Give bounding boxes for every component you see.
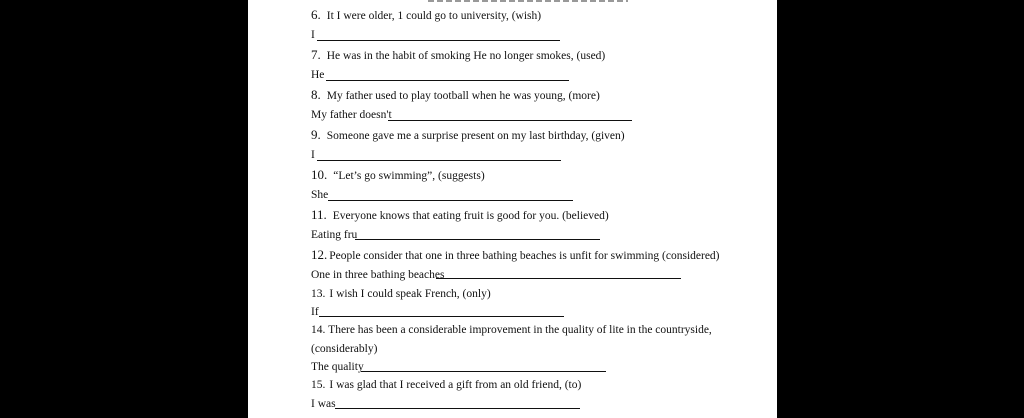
question-13: 13. I wish I could speak French, (only): [311, 288, 491, 300]
question-11-prompt: Everyone knows that eating fruit is good for you. (believed): [332, 210, 609, 222]
answer-15-start: I was: [311, 398, 336, 410]
answer-15-blank[interactable]: [335, 408, 580, 409]
question-12-prompt: People consider that one in three bathing beaches is unfit for swimming (considered): [329, 250, 720, 262]
question-6-prompt: It I were older, 1 could go to university, (wish): [326, 10, 542, 22]
answer-14-blank[interactable]: [361, 371, 606, 372]
question-14: 14. There has been a considerable improvement in the quality of lite in the countryside,: [311, 324, 712, 336]
question-15-prompt: I was glad that I received a gift from an old friend, (to): [329, 379, 582, 391]
answer-14-start: The quality: [311, 361, 364, 373]
answer-7-blank[interactable]: [326, 80, 569, 81]
question-8: 8. My father used to play tootball when he was young, (more): [311, 87, 600, 102]
worksheet-page: [248, 0, 777, 418]
answer-13-blank[interactable]: [319, 316, 564, 317]
question-10-prompt: “Let’s go swimming”, (suggests): [333, 170, 485, 182]
answer-9-blank[interactable]: [317, 160, 561, 161]
answer-8-blank[interactable]: [388, 120, 632, 121]
answer-10-start: She: [311, 189, 329, 201]
answer-12-blank[interactable]: [436, 278, 681, 279]
answer-11-blank[interactable]: [355, 239, 600, 240]
answer-7-start: He: [311, 69, 325, 81]
answer-11-start: Eating fru: [311, 229, 358, 241]
question-13-prompt: I wish I could speak French, (only): [329, 288, 491, 300]
question-12: 12. People consider that one in three bathing beaches is unfit for swimming (considered): [311, 247, 720, 262]
answer-13-start: If: [311, 306, 319, 318]
question-14-continuation: (considerably): [311, 343, 378, 355]
question-11: 11. Everyone knows that eating fruit is good for you. (believed): [311, 207, 609, 222]
question-7-prompt: He was in the habit of smoking He no longer smokes, (used): [326, 50, 606, 62]
question-8-prompt: My father used to play tootball when he was young, (more): [326, 90, 600, 102]
question-7: 7. He was in the habit of smoking He no longer smokes, (used): [311, 47, 606, 62]
answer-8-start: My father doesn't: [311, 109, 392, 121]
answer-10-blank[interactable]: [328, 200, 573, 201]
answer-6-blank[interactable]: [317, 40, 560, 41]
question-9-prompt: Someone gave me a surprise present on my last birthday, (given): [326, 130, 625, 142]
question-6: 6. It I were older, 1 could go to university, (wish): [311, 7, 542, 22]
question-15: 15. I was glad that I received a gift from an old friend, (to): [311, 379, 582, 391]
answer-9-start: I: [311, 149, 315, 161]
answer-12-start: One in three bathing beaches: [311, 269, 445, 281]
answer-6-start: I: [311, 29, 315, 41]
question-9: 9. Someone gave me a surprise present on my last birthday, (given): [311, 127, 625, 142]
question-10: 10. “Let’s go swimming”, (suggests): [311, 167, 485, 182]
cut-off-previous-line: [428, 0, 628, 2]
